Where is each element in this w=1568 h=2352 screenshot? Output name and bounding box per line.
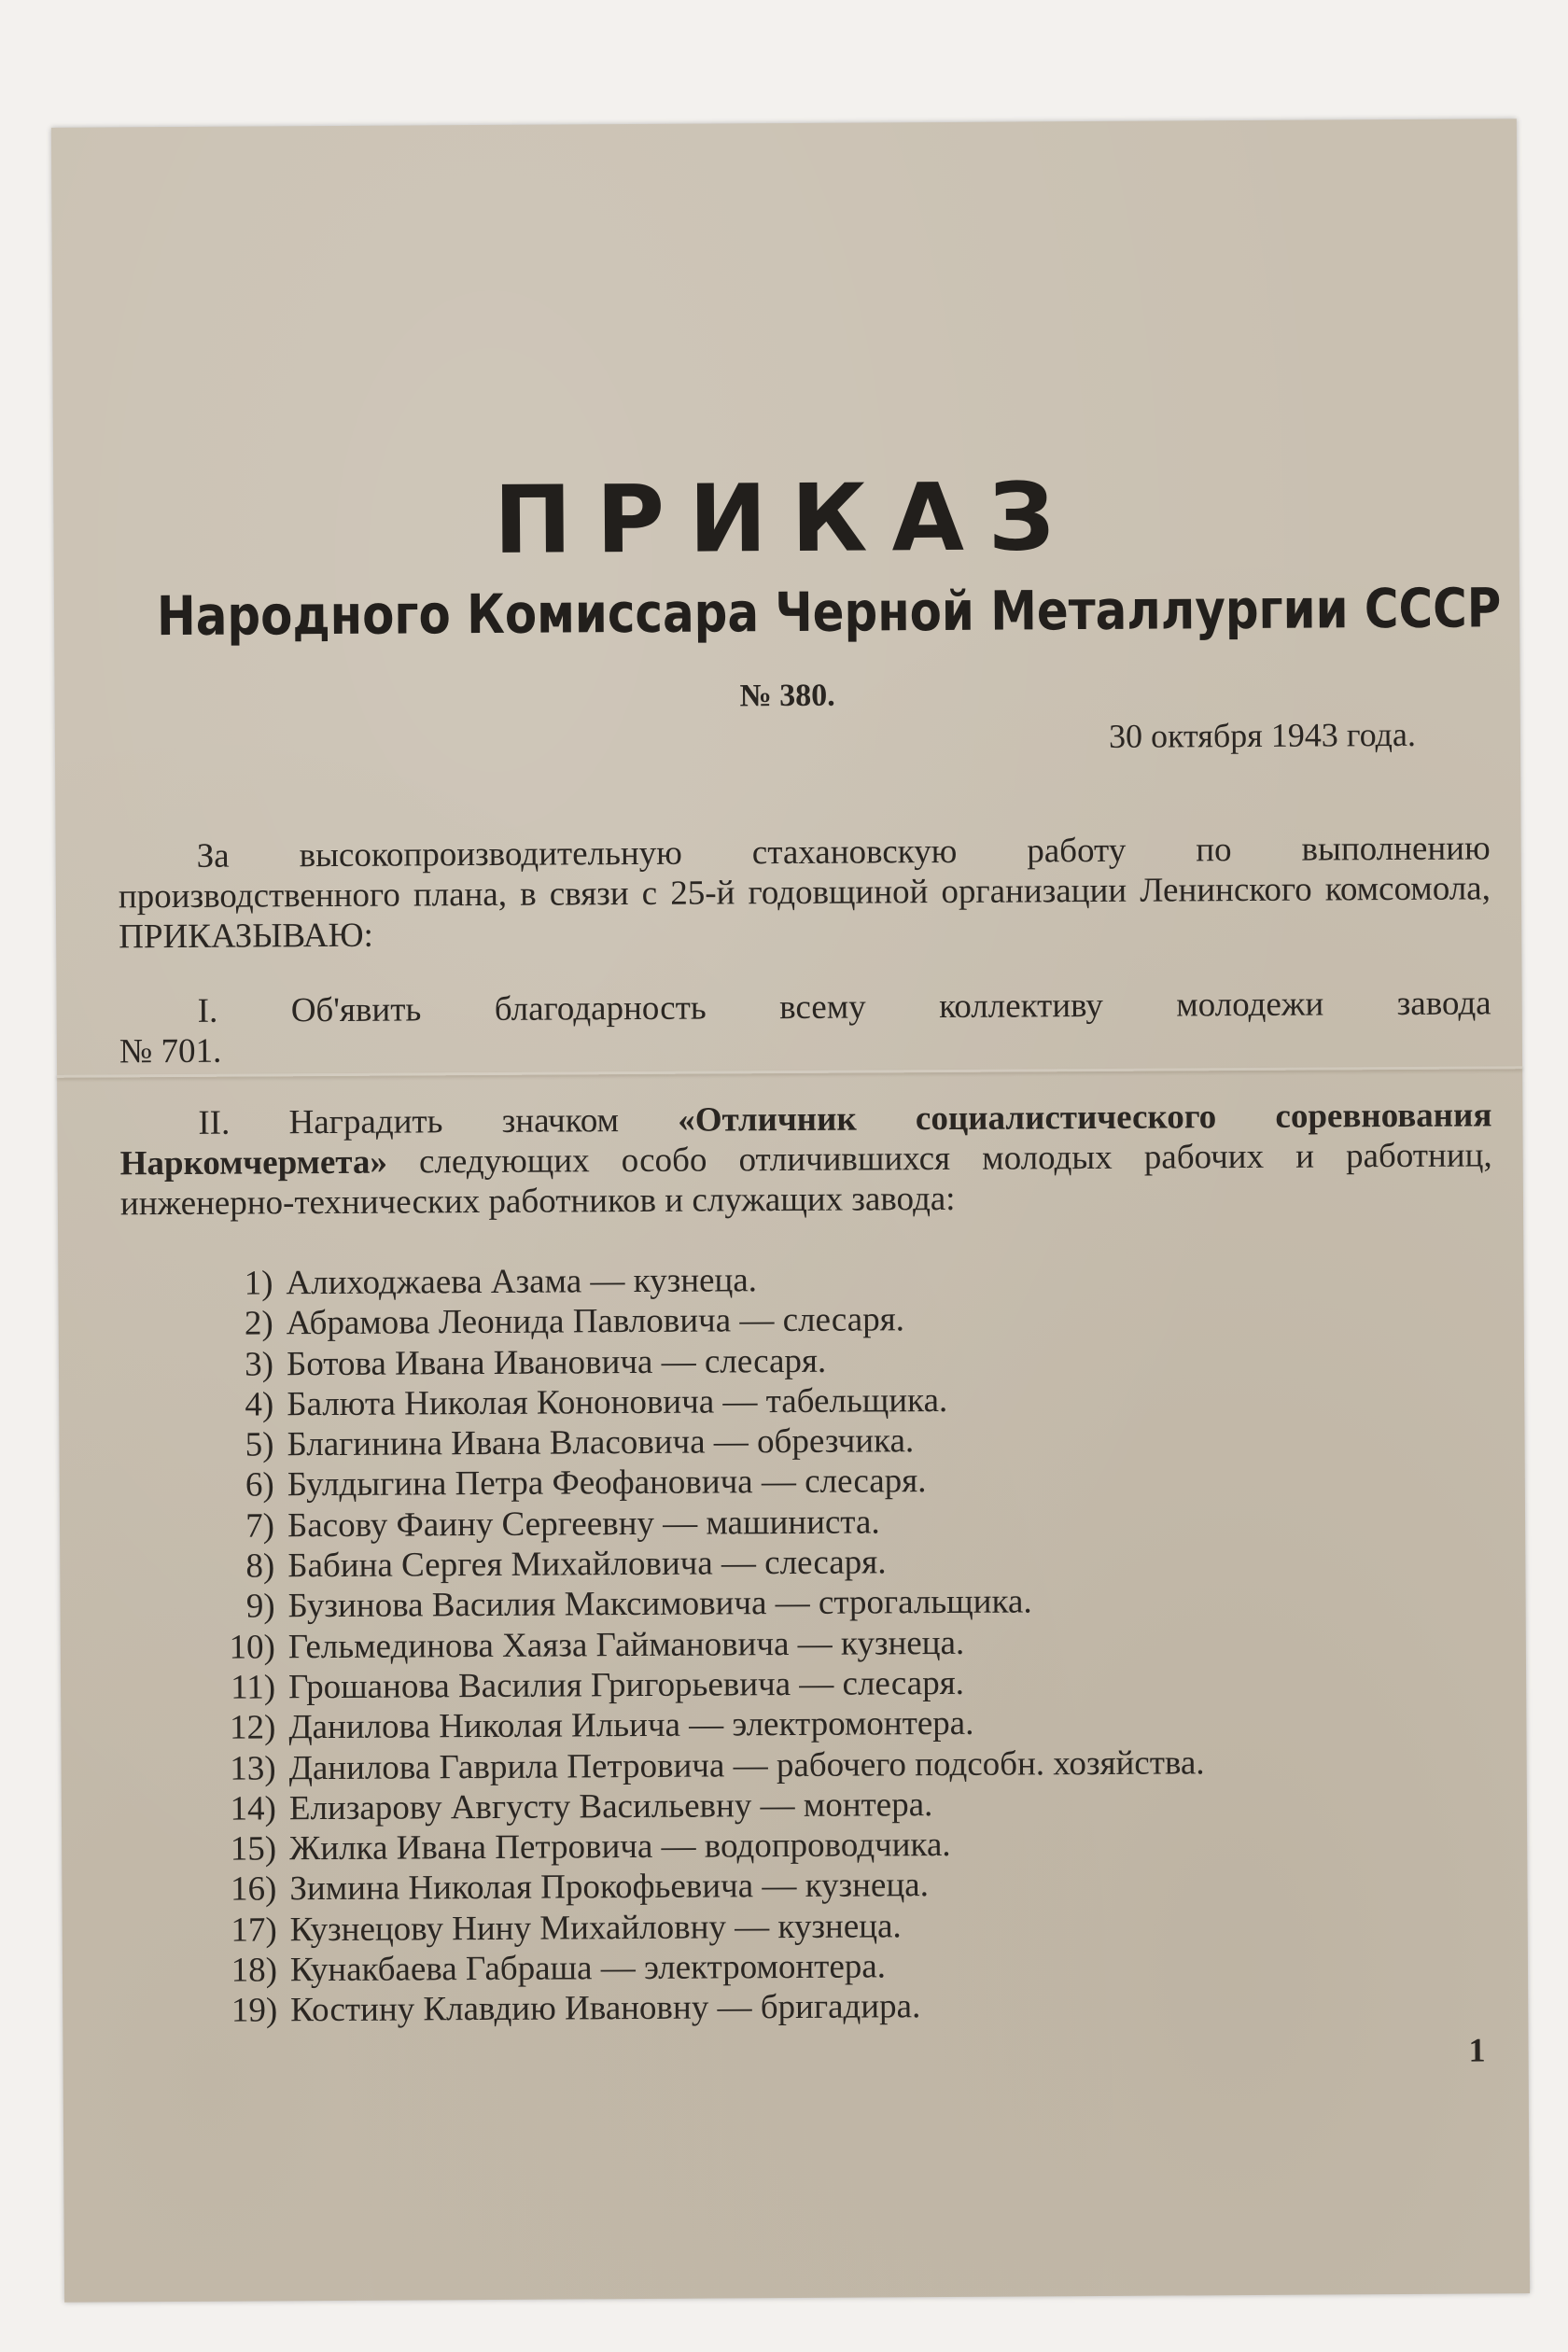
list-item-number: 8) <box>245 1547 275 1586</box>
awardee-list <box>207 1257 1206 2031</box>
list-item-number: 9) <box>245 1587 275 1626</box>
list-item-text: Елизарову Августу Васильевну — монтера. <box>288 1785 933 1828</box>
list-item <box>211 1864 1205 1911</box>
list-item <box>210 1702 1204 1749</box>
list-item <box>207 1257 1201 1304</box>
point-one-rest: № 701. <box>119 1031 222 1071</box>
point-two-rest: следующих особо отличившихся молодых рабочих и работниц, инженерно-технических работников и служащих завода: <box>119 1136 1492 1224</box>
list-item <box>208 1338 1202 1385</box>
list-item <box>211 1823 1205 1869</box>
list-item-text: Алиходжаева Азама — кузнеца. <box>286 1261 758 1303</box>
list-item-text: Данилова Гаврила Петровича — рабочего подсобн. хозяйства. <box>288 1743 1205 1787</box>
list-item-text: Грошанова Василия Григорьевича — слесаря. <box>287 1663 965 1707</box>
order-date: 30 октября 1943 года. <box>1108 715 1417 755</box>
preamble-rest: производственного плана, в связи с 25-й годовщиной организации Ленинского комсомола, ПРИКАЗЫВАЮ: <box>118 869 1491 957</box>
list-item-number: 17) <box>231 1911 277 1950</box>
list-item-number: 12) <box>229 1708 276 1747</box>
list-item <box>210 1621 1204 1668</box>
point-one-paragraph <box>119 983 1491 1071</box>
list-item <box>211 1783 1205 1829</box>
list-item <box>209 1500 1203 1547</box>
list-item-number: 4) <box>245 1385 274 1424</box>
list-item-text: Балюта Николая Кононовича — табельщика. <box>287 1380 948 1424</box>
document-subtitle: Народного Комиссара Черной Металлургии СССР <box>156 576 1502 649</box>
point-two-lead: II. Наградить значком <box>198 1100 679 1142</box>
list-item-number: 7) <box>245 1506 275 1546</box>
list-item-text: Зимина Николая Прокофьевича — кузнеца. <box>289 1866 930 1909</box>
document-title: ПРИКАЗ <box>493 462 1080 575</box>
list-item-number: 18) <box>231 1951 278 1990</box>
document-sheet <box>51 119 1530 2303</box>
list-item-number: 13) <box>230 1748 276 1788</box>
list-item-text: Басову Фаину Сергеевну — машиниста. <box>287 1503 880 1546</box>
list-item-text: Костину Клавдию Ивановну — бригадира. <box>290 1987 921 2030</box>
list-item <box>212 1985 1206 2032</box>
list-item-number: 19) <box>231 1991 278 2031</box>
page-number: 1 <box>1468 2031 1486 2069</box>
list-item-text: Булдыгина Петра Феофановича — слесаря. <box>287 1462 927 1505</box>
list-item-number: 14) <box>230 1789 277 1828</box>
list-item-text: Бузинова Василия Максимовича — строгальщика. <box>287 1582 1032 1626</box>
preamble-first-line: За высокопроизводительную стахановскую работу по выполнению <box>196 829 1491 875</box>
order-number: № 380. <box>739 678 835 714</box>
list-item-number: 5) <box>245 1425 274 1464</box>
list-item-text: Гельмединова Хаяза Гаймановича — кузнеца. <box>287 1623 965 1666</box>
list-item-number: 16) <box>230 1869 277 1910</box>
list-item <box>212 1944 1206 1991</box>
list-item-number: 6) <box>245 1465 274 1505</box>
list-item-number: 3) <box>245 1344 274 1384</box>
list-item <box>209 1581 1203 1628</box>
list-item-number: 15) <box>230 1829 277 1869</box>
badge-name: «Отличник социалистического соревнования Наркомчермета» <box>119 1096 1492 1183</box>
list-item-text: Жилка Ивана Петровича — водопроводчика. <box>289 1826 951 1869</box>
list-item <box>208 1379 1202 1425</box>
point-one-first-line: I. Об'явить благодарность всему коллективу молодежи завода <box>197 984 1491 1030</box>
list-item-text: Бабина Сергея Михайловича — слесаря. <box>287 1543 887 1586</box>
list-item-number: 10) <box>229 1628 275 1667</box>
preamble-paragraph <box>119 828 1491 957</box>
list-item <box>208 1298 1202 1345</box>
list-item <box>209 1540 1203 1587</box>
point-two-paragraph <box>119 1095 1492 1224</box>
list-item-text: Кузнецову Нину Михайловну — кузнеца. <box>289 1907 902 1950</box>
list-item <box>211 1743 1205 1789</box>
list-item <box>212 1904 1206 1951</box>
list-item <box>210 1661 1204 1708</box>
list-item-text: Благинина Ивана Власовича — обрезчика. <box>287 1421 915 1464</box>
list-item-text: Ботова Ивана Ивановича — слесаря. <box>286 1341 827 1383</box>
list-item-text: Кунакбаева Габраша — электромонтера. <box>289 1947 887 1990</box>
list-item <box>208 1419 1202 1465</box>
list-item-number: 1) <box>244 1264 273 1303</box>
list-item <box>209 1460 1203 1506</box>
list-item-number: 11) <box>231 1668 276 1707</box>
list-item-number: 2) <box>244 1304 273 1343</box>
list-item-text: Данилова Николая Ильича — электромонтера. <box>288 1704 974 1747</box>
list-item-text: Абрамова Леонида Павловича — слесаря. <box>286 1300 905 1343</box>
